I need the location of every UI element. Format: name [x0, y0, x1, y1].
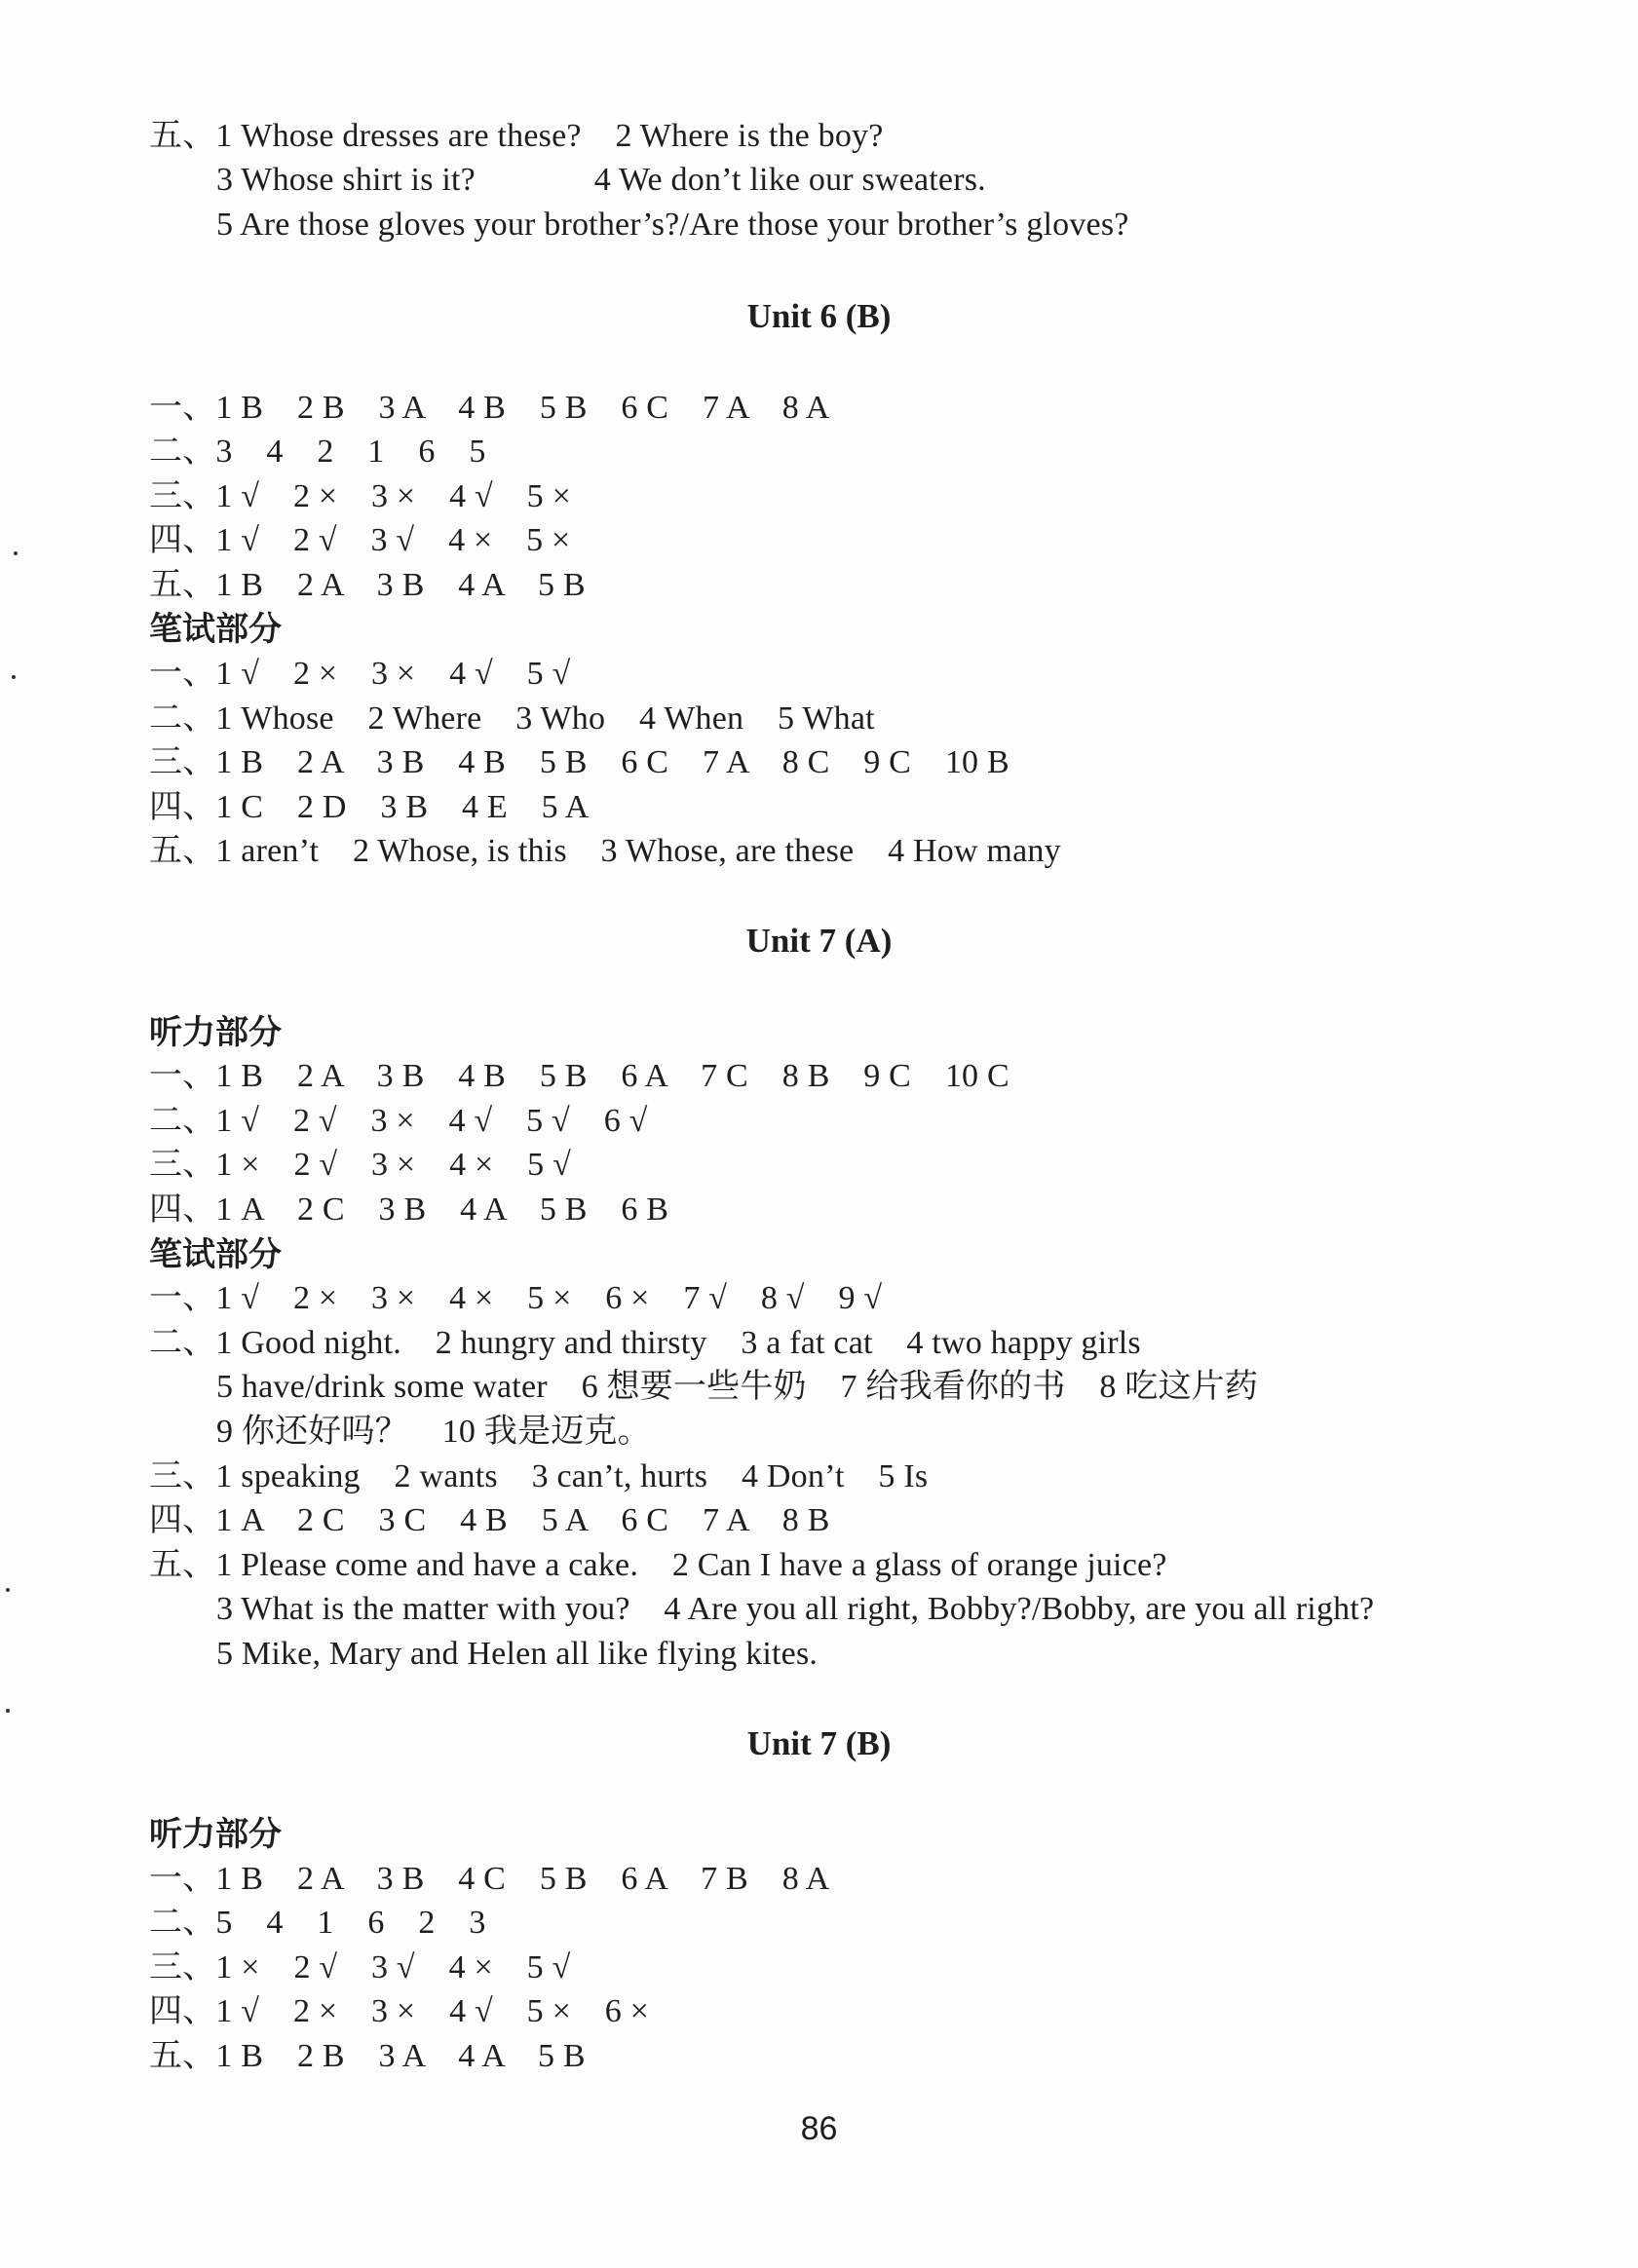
- scan-speck: [6, 1709, 10, 1713]
- u6a-q5-line1: 五、1 Whose dresses are these? 2 Where is the boy?: [149, 118, 884, 154]
- scan-speck: [12, 675, 16, 679]
- u6b-written-4: 四、1 C 2 D 3 B 4 E 5 A: [149, 789, 590, 825]
- u6a-q5-line2: 3 Whose shirt is it? 4 We don’t like our sweaters.: [216, 162, 986, 198]
- u6b-written-2: 二、1 Whose 2 Where 3 Who 4 When 5 What: [149, 700, 875, 737]
- u6b-written-label: 笔试部分: [149, 610, 282, 649]
- u7a-written-2-cont1: 5 have/drink some water 6 想要一些牛奶 7 给我看你的书 8 吃这片药: [216, 1369, 1259, 1405]
- scan-speck: [14, 551, 18, 555]
- page-number: 86: [800, 2110, 838, 2147]
- unit-7b-title: Unit 7 (B): [746, 1724, 892, 1762]
- u6b-listening-1: 一、1 B 2 B 3 A 4 B 5 B 6 C 7 A 8 A: [149, 390, 830, 426]
- u6b-written-5: 五、1 aren’t 2 Whose, is this 3 Whose, are these 4 How many: [149, 833, 1061, 869]
- unit-6b-title: Unit 6 (B): [746, 297, 892, 335]
- u7a-written-5: 五、1 Please come and have a cake. 2 Can I have a glass of orange juice?: [149, 1547, 1167, 1583]
- u6b-listening-3: 三、1 √ 2 × 3 × 4 √ 5 ×: [149, 478, 571, 514]
- u7b-listening-label: 听力部分: [149, 1815, 282, 1854]
- u6a-q5-line3: 5 Are those gloves your brother’s?/Are those your brother’s gloves?: [216, 207, 1129, 243]
- scan-speck: [6, 1588, 10, 1592]
- u7a-listening-1: 一、1 B 2 A 3 B 4 B 5 B 6 A 7 C 8 B 9 C 10 C: [149, 1058, 1009, 1094]
- unit-7a-title: Unit 7 (A): [745, 922, 893, 960]
- u6b-listening-4: 四、1 √ 2 √ 3 √ 4 × 5 ×: [149, 522, 571, 558]
- u7a-listening-3: 三、1 × 2 √ 3 × 4 × 5 √: [149, 1147, 571, 1183]
- u7a-written-4: 四、1 A 2 C 3 C 4 B 5 A 6 C 7 A 8 B: [149, 1502, 830, 1538]
- u7a-written-2: 二、1 Good night. 2 hungry and thirsty 3 a fat cat 4 two happy girls: [149, 1325, 1141, 1361]
- u7a-listening-label: 听力部分: [149, 1013, 282, 1052]
- u6b-written-1: 一、1 √ 2 × 3 × 4 √ 5 √: [149, 656, 571, 692]
- u7b-listening-4: 四、1 √ 2 × 3 × 4 √ 5 × 6 ×: [149, 1993, 650, 2029]
- u7a-written-label: 笔试部分: [149, 1235, 282, 1274]
- u7a-written-5-cont1: 3 What is the matter with you? 4 Are you all right, Bobby?/Bobby, are you all right?: [216, 1591, 1375, 1627]
- u7b-listening-2: 二、5 4 1 6 2 3: [149, 1905, 486, 1941]
- u6b-listening-5: 五、1 B 2 A 3 B 4 A 5 B: [149, 567, 586, 603]
- u7b-listening-3: 三、1 × 2 √ 3 √ 4 × 5 √: [149, 1949, 571, 1985]
- u7a-written-1: 一、1 √ 2 × 3 × 4 × 5 × 6 × 7 √ 8 √ 9 √: [149, 1280, 883, 1316]
- u7a-written-3: 三、1 speaking 2 wants 3 can’t, hurts 4 Don’t 5 Is: [149, 1458, 929, 1494]
- u7b-listening-5: 五、1 B 2 B 3 A 4 A 5 B: [149, 2038, 586, 2074]
- u6b-listening-2: 二、3 4 2 1 6 5: [149, 434, 486, 470]
- u7a-listening-2: 二、1 √ 2 √ 3 × 4 √ 5 √ 6 √: [149, 1103, 648, 1139]
- u7a-written-2-cont2: 9 你还好吗？ 10 我是迈克。: [216, 1414, 651, 1450]
- u7b-listening-1: 一、1 B 2 A 3 B 4 C 5 B 6 A 7 B 8 A: [149, 1861, 830, 1897]
- u7a-written-5-cont2: 5 Mike, Mary and Helen all like flying kites.: [216, 1636, 819, 1672]
- u6b-written-3: 三、1 B 2 A 3 B 4 B 5 B 6 C 7 A 8 C 9 C 10 B: [149, 744, 1009, 780]
- u7a-listening-4: 四、1 A 2 C 3 B 4 A 5 B 6 B: [149, 1191, 669, 1228]
